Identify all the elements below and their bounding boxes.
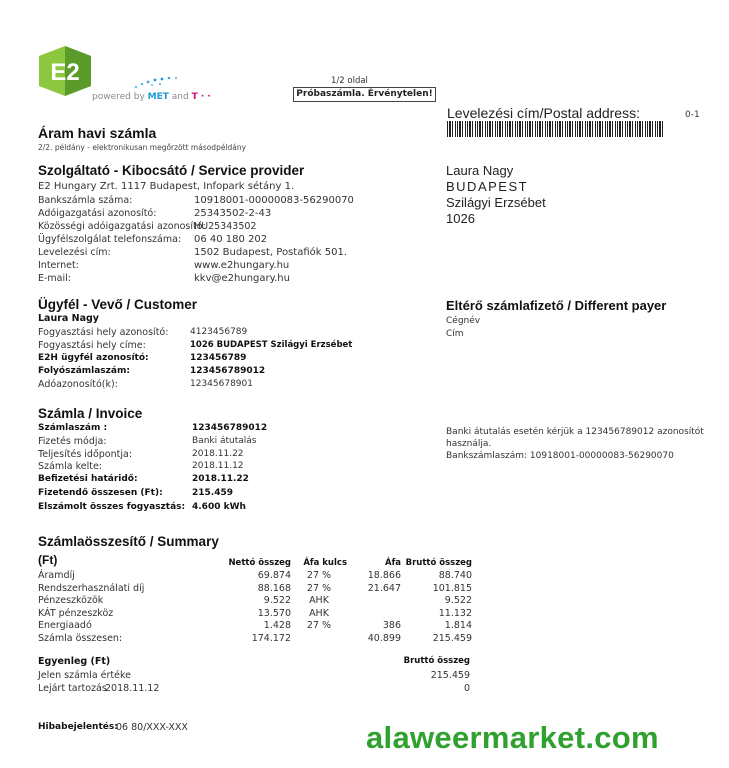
invoice-label: Elszámolt összes fogyasztás: — [38, 502, 186, 512]
summary-row — [38, 595, 472, 608]
postal-zip: 1026 — [446, 211, 475, 226]
summary-net: 88.168 — [257, 582, 291, 594]
summary-gross: 88.740 — [438, 570, 472, 582]
invoice-value: 2018.11.12 — [192, 461, 244, 471]
summary-unit: (Ft) — [38, 553, 58, 567]
summary-item-name: Rendszerhasználati díj — [38, 582, 145, 594]
payer-heading: Eltérő számlafizető / Different payer — [446, 298, 667, 313]
summary-net: 174.172 — [251, 632, 291, 644]
summary-row — [38, 607, 472, 620]
provider-value: HU25343502 — [194, 221, 257, 232]
summary-heading: Számlaösszesítő / Summary — [38, 534, 219, 549]
summary-gross: 1.814 — [444, 620, 472, 632]
invoice-value: 2018.11.22 — [192, 449, 244, 459]
summary-net: 13.570 — [257, 607, 291, 619]
provider-value: 25343502-2-43 — [194, 208, 272, 219]
summary-vat — [347, 595, 401, 608]
balance-current-value: 215.459 — [430, 670, 470, 681]
summary-gross: 11.132 — [438, 607, 472, 619]
summary-gross: 9.522 — [444, 595, 472, 607]
customer-label: Folyószámlaszám: — [38, 366, 130, 376]
col-rate: Áfa kulcs — [303, 558, 347, 569]
provider-value: 06 40 180 202 — [194, 234, 268, 245]
invoice-label: Fizetés módja: — [38, 436, 107, 447]
summary-row — [38, 620, 472, 633]
provider-heading: Szolgáltató - Kibocsátó / Service provider — [38, 163, 305, 178]
summary-rate: 27 % — [306, 570, 332, 582]
customer-label: Fogyasztási hely címe: — [38, 340, 146, 351]
summary-net: 1.428 — [263, 620, 291, 632]
col-vat: Áfa — [384, 558, 401, 569]
summary-item-name: Áramdíj — [38, 570, 75, 582]
powered-by-text: powered by — [92, 92, 145, 102]
fault-phone: 06 80/XXX-XXX — [116, 722, 188, 733]
sample-invoice-notice: Próbaszámla. Érvénytelen! — [293, 87, 436, 102]
customer-value: 4123456789 — [190, 327, 248, 337]
invoice-value: 123456789012 — [192, 423, 268, 433]
balance-gross-heading: Bruttó összeg — [403, 656, 470, 666]
postal-city: BUDAPEST — [446, 179, 529, 194]
balance-overdue-value: 0 — [463, 683, 470, 694]
summary-vat: 40.899 — [367, 632, 401, 644]
e2-logo-text: E2 — [50, 59, 80, 86]
postal-street: Szilágyi Erzsébet — [446, 195, 546, 210]
balance-current-label: Jelen számla értéke — [38, 670, 131, 681]
summary-gross: 101.815 — [432, 582, 472, 594]
summary-net: 9.522 — [263, 595, 291, 607]
customer-label: Fogyasztási hely azonosító: — [38, 327, 169, 338]
balance-overdue-date: 2018.11.12 — [105, 683, 160, 694]
summary-vat: 18.866 — [367, 570, 401, 582]
balance-heading: Egyenleg (Ft) — [38, 656, 111, 667]
summary-rate: AHK — [309, 595, 329, 607]
provider-value: kkv@e2hungary.hu — [194, 273, 290, 284]
summary-row — [38, 570, 472, 583]
customer-heading: Ügyfél - Vevő / Customer — [38, 297, 198, 312]
summary-rate: AHK — [309, 607, 329, 619]
provider-label: Ügyfélszolgálat telefonszáma: — [38, 234, 182, 245]
summary-item-name: Számla összesen: — [38, 632, 123, 644]
invoice-label: Befizetési határidő: — [38, 474, 138, 484]
provider-label: Adóigazgatási azonosító: — [38, 208, 157, 219]
and-text: and — [171, 92, 189, 102]
postal-barcode — [447, 121, 663, 137]
invoice-value: 2018.11.22 — [192, 474, 249, 484]
customer-name: Laura Nagy — [38, 313, 99, 324]
postal-name: Laura Nagy — [446, 163, 514, 178]
summary-rate: 27 % — [306, 620, 332, 632]
provider-label: Internet: — [38, 260, 79, 271]
summary-rate: 27 % — [306, 582, 332, 594]
payer-company: Cégnév — [446, 316, 481, 326]
customer-label: E2H ügyfél azonosító: — [38, 353, 149, 363]
watermark: alaweermarket.com — [366, 720, 659, 755]
customer-value: 12345678901 — [190, 379, 253, 389]
met-brand: MET — [147, 92, 169, 102]
page-number: 1/2 oldal — [331, 76, 368, 86]
provider-label: Bankszámla száma: — [38, 195, 133, 206]
customer-value: 1026 BUDAPEST Szilágyi Erzsébet — [190, 340, 353, 350]
summary-rate — [291, 632, 347, 645]
provider-value: 1502 Budapest, Postafiók 501. — [194, 247, 347, 258]
summary-total-row — [38, 632, 472, 645]
summary-item-name: KÁT pénzeszköz — [38, 607, 114, 619]
telekom-brand: T · · — [191, 92, 211, 102]
invoice-value: 4.600 kWh — [192, 502, 246, 512]
transfer-note: Banki átutalás esetén kérjük a 123456789012 azonosítót — [446, 427, 704, 437]
col-net: Nettó összeg — [228, 558, 291, 569]
summary-vat: 21.647 — [367, 582, 401, 594]
met-dots-decoration — [132, 72, 182, 94]
provider-value: 10918001-00000083-56290070 — [194, 195, 354, 206]
provider-address: E2 Hungary Zrt. 1117 Budapest, Infopark sétány 1. — [38, 181, 295, 192]
summary-gross: 215.459 — [432, 632, 472, 644]
summary-table — [38, 557, 472, 645]
col-gross: Bruttó összeg — [405, 558, 472, 569]
bank-account-note: Bankszámlaszám: 10918001-00000083-56290070 — [446, 451, 674, 461]
page-title: Áram havi számla — [38, 125, 157, 141]
transfer-note-cont: használja. — [446, 439, 492, 449]
customer-value: 123456789 — [190, 353, 247, 363]
invoice-value: Banki átutalás — [192, 436, 257, 446]
provider-value: www.e2hungary.hu — [194, 260, 290, 271]
invoice-label: Fizetendő összesen (Ft): — [38, 488, 163, 498]
customer-label: Adóazonosító(k): — [38, 379, 118, 390]
invoice-label: Számlaszám : — [38, 423, 108, 433]
e2-logo — [35, 42, 95, 98]
provider-label: Levelezési cím: — [38, 247, 111, 258]
balance-overdue-label: Lejárt tartozás — [38, 683, 107, 694]
provider-label: E-mail: — [38, 273, 71, 284]
summary-item-name: Pénzeszközök — [38, 595, 104, 607]
customer-value: 123456789012 — [190, 366, 266, 376]
provider-label: Közösségi adóigazgatási azonosító: — [38, 221, 206, 232]
e2-logo-mark — [35, 42, 95, 98]
summary-net: 69.874 — [257, 570, 291, 582]
summary-header-row — [38, 557, 472, 570]
invoice-label: Számla kelte: — [38, 461, 102, 472]
postal-address-label: Levelezési cím/Postal address: — [447, 105, 640, 121]
invoice-heading: Számla / Invoice — [38, 406, 143, 421]
fault-label: Hibabejelentés: — [38, 722, 118, 732]
postal-code-tag: 0-1 — [685, 110, 700, 120]
page-subtitle: 2/2. példány - elektronikusan megőrzött másodpéldány — [38, 143, 247, 152]
summary-vat: 386 — [382, 620, 401, 632]
summary-vat — [347, 607, 401, 620]
summary-item-name: Energiaadó — [38, 620, 92, 632]
invoice-label: Teljesítés időpontja: — [38, 449, 133, 460]
summary-row — [38, 582, 472, 595]
invoice-value: 215.459 — [192, 488, 233, 498]
payer-address: Cím — [446, 329, 464, 339]
